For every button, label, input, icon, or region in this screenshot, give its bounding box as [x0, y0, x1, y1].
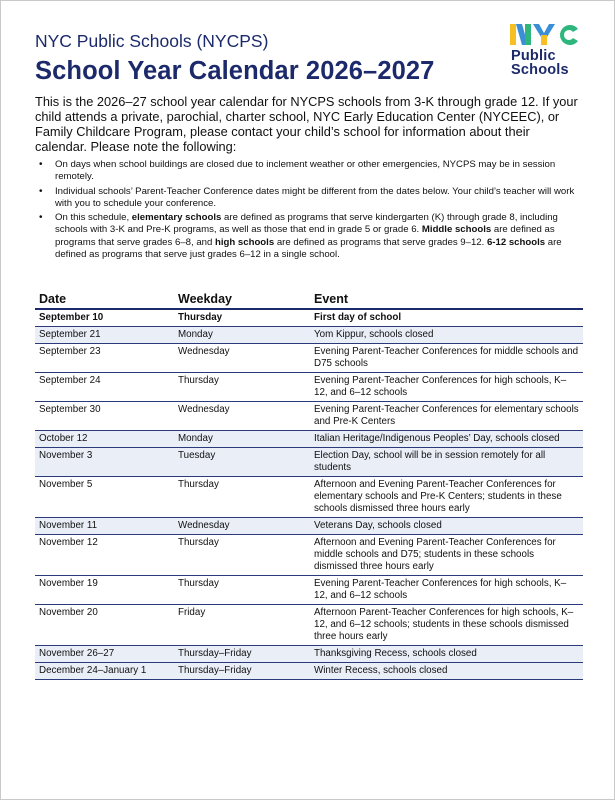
table-row: [35, 402, 583, 431]
cell-weekday: Wednesday: [174, 402, 310, 431]
cell-weekday: Monday: [174, 327, 310, 344]
cell-event: Election Day, school will be in session remotely for all students: [310, 448, 583, 477]
cell-date: November 11: [35, 518, 174, 535]
cell-date: December 24–January 1: [35, 663, 174, 680]
cell-date: September 30: [35, 402, 174, 431]
cell-event: Afternoon and Evening Parent-Teacher Conferences for elementary schools and Pre-K Centers; students in these schools dismissed three hours early: [310, 477, 583, 518]
cell-date: September 21: [35, 327, 174, 344]
cell-event: First day of school: [310, 309, 583, 327]
cell-event: Winter Recess, schools closed: [310, 663, 583, 680]
cell-date: November 3: [35, 448, 174, 477]
cell-date: November 5: [35, 477, 174, 518]
note-text: On days when school buildings are closed due to inclement weather or other emergencies, NYCPS may be in session remotely.: [55, 159, 556, 183]
cell-weekday: Thursday: [174, 309, 310, 327]
cell-weekday: Tuesday: [174, 448, 310, 477]
cell-date: October 12: [35, 431, 174, 448]
cell-weekday: Thursday: [174, 477, 310, 518]
cell-date: November 26–27: [35, 646, 174, 663]
cell-weekday: Thursday: [174, 535, 310, 576]
cell-date: September 23: [35, 344, 174, 373]
table-row: [35, 605, 583, 646]
cell-event: Veterans Day, schools closed: [310, 518, 583, 535]
cell-weekday: Wednesday: [174, 518, 310, 535]
note-item: [35, 212, 585, 261]
note-text: are defined as programs that serve grades 6–8, and: [55, 224, 555, 248]
table-row: [35, 344, 583, 373]
calendar-table: [35, 291, 583, 680]
cell-event: Evening Parent-Teacher Conferences for high schools, K–12, and 6–12 schools: [310, 373, 583, 402]
intro-paragraph: This is the 2026–27 school year calendar for NYCPS schools from 3-K through grade 12. If your child attends a private, parochial, charter school, NYC Early Education Center (NYCEEC), or Family Childcare Program, please contact your child’s school for information about their calendar. Please note the following:: [35, 94, 578, 154]
table-row: [35, 535, 583, 576]
cell-weekday: Friday: [174, 605, 310, 646]
table-row: [35, 327, 583, 344]
note-text: are defined as programs that serve just grades 6–12 in a single school.: [55, 236, 562, 261]
table-row: [35, 646, 583, 663]
table-body: [35, 309, 583, 680]
nyc-public-schools-logo: [509, 23, 581, 79]
header-date: Date: [35, 291, 174, 309]
note-emphasis: 6-12 schools: [486, 236, 546, 248]
logo-text-schools: Schools: [511, 62, 569, 78]
note-item: [35, 186, 585, 211]
logo-text-public: Public: [511, 48, 556, 64]
cell-weekday: Thursday–Friday: [174, 663, 310, 680]
note-emphasis: Middle schools: [421, 224, 492, 236]
cell-weekday: Thursday–Friday: [174, 646, 310, 663]
cell-event: Evening Parent-Teacher Conferences for high schools, K–12, and 6–12 schools: [310, 576, 583, 605]
page-title: School Year Calendar 2026–2027: [35, 57, 435, 85]
note-emphasis: high schools: [215, 236, 275, 248]
cell-date: November 12: [35, 535, 174, 576]
page-subtitle: NYC Public Schools (NYCPS): [35, 31, 269, 51]
note-text: are defined as programs that serve grades 9–12.: [274, 236, 487, 248]
cell-event: Evening Parent-Teacher Conferences for middle schools and D75 schools: [310, 344, 583, 373]
table-row: [35, 431, 583, 448]
cell-weekday: Monday: [174, 431, 310, 448]
table-row: [35, 576, 583, 605]
cell-weekday: Thursday: [174, 373, 310, 402]
table-header-row: [35, 291, 583, 309]
cell-date: September 24: [35, 373, 174, 402]
notes-list: [35, 159, 585, 263]
cell-event: Italian Heritage/Indigenous Peoples’ Day, schools closed: [310, 431, 583, 448]
cell-weekday: Wednesday: [174, 344, 310, 373]
table-row: [35, 309, 583, 327]
cell-date: November 19: [35, 576, 174, 605]
page-header: [35, 31, 505, 85]
note-text: are defined as programs that serve kindergarten (K) through grade 8, including schools with 3-K and Pre-K programs, as well as those that end in grade 5 or grade 6.: [55, 212, 558, 236]
cell-weekday: Thursday: [174, 576, 310, 605]
cell-event: Afternoon Parent-Teacher Conferences for high schools, K–12, and 6–12 schools; students in these schools dismissed three hours early: [310, 605, 583, 646]
cell-event: Thanksgiving Recess, schools closed: [310, 646, 583, 663]
cell-event: Afternoon and Evening Parent-Teacher Conferences for middle schools and D75; students in these schools dismissed three hours early: [310, 535, 583, 576]
cell-date: September 10: [35, 309, 174, 327]
note-item: [35, 159, 585, 184]
header-weekday: Weekday: [174, 291, 310, 309]
note-text: Individual schools’ Parent-Teacher Conference dates might be different from the dates below. Your child’s teacher will work with you to schedule your conference.: [55, 185, 575, 209]
note-text: On this schedule,: [55, 212, 132, 224]
table-row: [35, 373, 583, 402]
table-row: [35, 448, 583, 477]
nyc-logo-mark-icon: [509, 23, 579, 47]
table-row: [35, 518, 583, 535]
table-row: [35, 477, 583, 518]
header-event: Event: [310, 291, 583, 309]
table-row: [35, 663, 583, 680]
note-emphasis: elementary schools: [131, 212, 222, 224]
cell-event: Yom Kippur, schools closed: [310, 327, 583, 344]
cell-date: November 20: [35, 605, 174, 646]
cell-event: Evening Parent-Teacher Conferences for elementary schools and Pre-K Centers: [310, 402, 583, 431]
